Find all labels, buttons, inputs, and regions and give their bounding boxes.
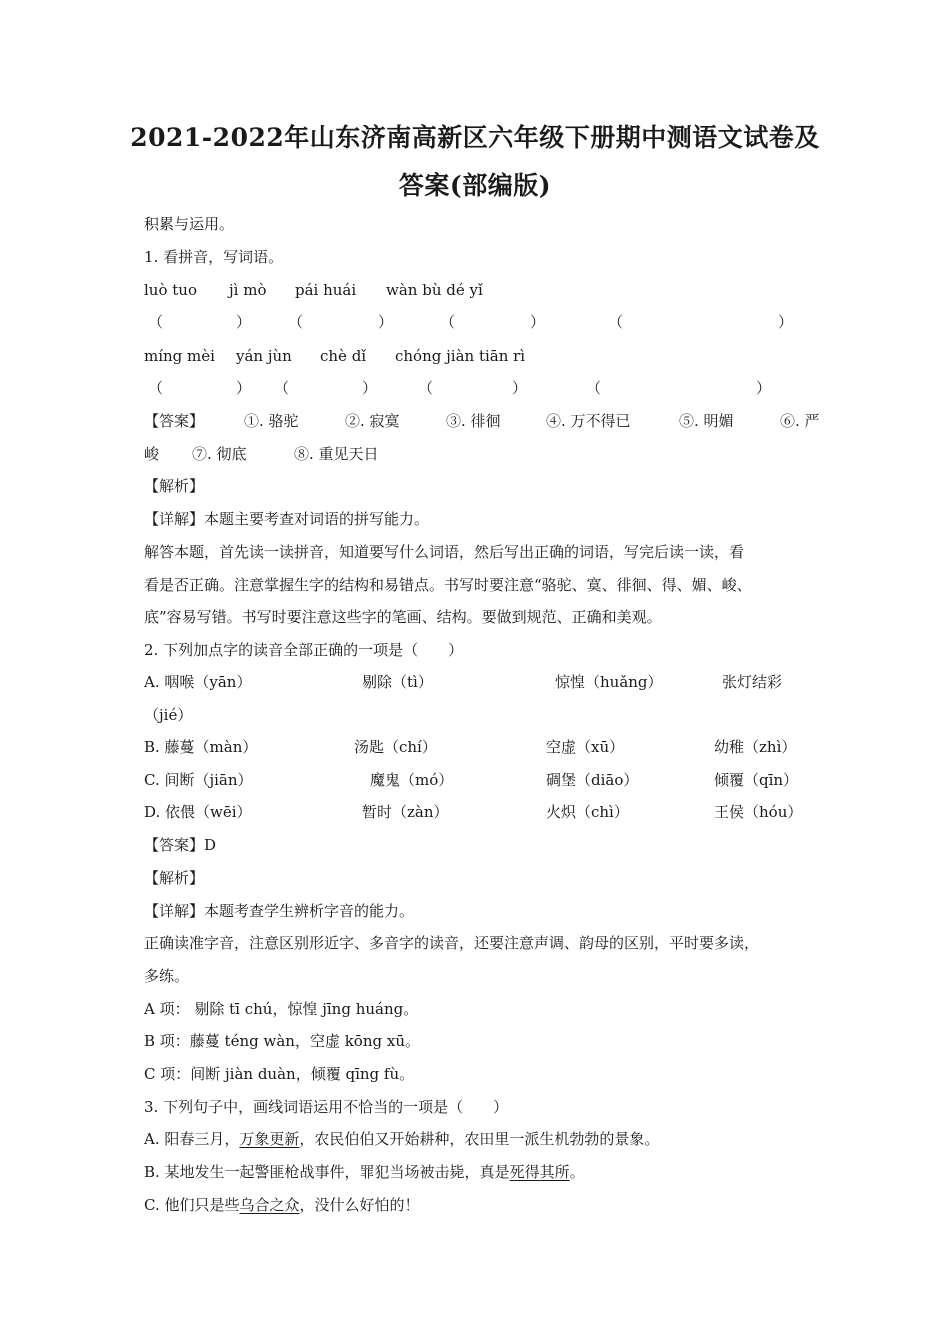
q3-option-c: C. 他们只是些乌合之众，没什么好怕的！ bbox=[144, 1196, 420, 1214]
note-line: B 项：藤蔓 téng wàn，空虚 kōng xū。 bbox=[144, 1032, 420, 1050]
option-a: 惊惶（huǎng） bbox=[555, 673, 663, 691]
option-b: 汤匙（chí） bbox=[354, 738, 437, 756]
option-d: 火炽（chì） bbox=[546, 803, 629, 821]
answer-item: ①. 骆驼 bbox=[244, 412, 299, 430]
answer-bracket-close: ） bbox=[378, 313, 394, 331]
note-line: C 项：间断 jiàn duàn，倾覆 qīng fù。 bbox=[144, 1065, 415, 1083]
underlined-phrase: 万象更新 bbox=[239, 1130, 300, 1148]
answer-item: ②. 寂寞 bbox=[345, 412, 400, 430]
option-c: 倾覆（qīn） bbox=[714, 771, 799, 789]
option-a: （jié） bbox=[144, 706, 193, 724]
explain-line: 正确读准字音，注意区别形近字、多音字的读音，还要注意声调、韵母的区别，平时要多读， bbox=[144, 934, 760, 952]
explain-line: 看是否正确。注意掌握生字的结构和易错点。书写时要注意“骆驼、寞、徘徊、得、媚、峻、 bbox=[144, 576, 752, 594]
answer-bracket-close: ） bbox=[756, 379, 772, 397]
option-b: 幼稚（zhì） bbox=[714, 738, 797, 756]
q1-pinyin: jì mò bbox=[229, 281, 267, 299]
answer-bracket-open: （ bbox=[274, 379, 290, 397]
explain-line: 底”容易写错。书写时要注意这些字的笔画、结构。要做到规范、正确和美观。 bbox=[144, 608, 662, 626]
q1-pinyin: yán jùn bbox=[236, 347, 292, 365]
answer-bracket-open: （ bbox=[418, 379, 434, 397]
q2-stem: 2. 下列加点字的读音全部正确的一项是（ ） bbox=[144, 641, 464, 659]
answer-label: 【答案】 bbox=[144, 412, 205, 430]
section-heading: 积累与运用。 bbox=[144, 215, 235, 233]
option-b: B. 藤蔓（màn） bbox=[144, 738, 258, 756]
analysis-label: 【解析】 bbox=[144, 477, 205, 495]
option-a: A. 咽喉（yān） bbox=[144, 673, 252, 691]
answer-bracket-close: ） bbox=[236, 313, 252, 331]
detail-text: 【详解】本题主要考查对词语的拼写能力。 bbox=[144, 510, 430, 528]
option-d: 王侯（hóu） bbox=[714, 803, 803, 821]
answer-bracket-close: ） bbox=[778, 313, 794, 331]
option-d: 暂时（zàn） bbox=[362, 803, 449, 821]
answer-item: ⑥. 严 bbox=[780, 412, 820, 430]
option-a: 张灯结彩 bbox=[722, 673, 783, 691]
q3-option-b: B. 某地发生一起警匪枪战事件，罪犯当场被击毙，真是死得其所。 bbox=[144, 1163, 585, 1181]
explain-line: 多练。 bbox=[144, 967, 190, 985]
q1-pinyin: luò tuo bbox=[144, 281, 197, 299]
answer-bracket-close: ） bbox=[236, 379, 252, 397]
answer-item: ⑤. 明媚 bbox=[679, 412, 734, 430]
q1-pinyin: míng mèi bbox=[144, 347, 215, 365]
option-a: 剔除（tì） bbox=[362, 673, 433, 691]
answer-bracket-open: （ bbox=[586, 379, 602, 397]
answer-item: 峻 bbox=[144, 445, 160, 463]
q1-pinyin: wàn bù dé yǐ bbox=[386, 281, 483, 299]
underlined-phrase: 乌合之众 bbox=[239, 1196, 300, 1214]
q3-option-a: A. 阳春三月，万象更新，农民伯伯又开始耕种，农田里一派生机勃勃的景象。 bbox=[144, 1130, 660, 1148]
answer-item: ⑦. 彻底 bbox=[192, 445, 247, 463]
answer-bracket-open: （ bbox=[608, 313, 624, 331]
answer-bracket-close: ） bbox=[362, 379, 378, 397]
underlined-phrase: 死得其所 bbox=[509, 1163, 570, 1181]
answer-bracket-open: （ bbox=[148, 379, 164, 397]
answer-bracket-close: ） bbox=[512, 379, 528, 397]
option-c: 碉堡（diāo） bbox=[546, 771, 639, 789]
q1-pinyin: chè dǐ bbox=[320, 347, 367, 365]
q1-stem: 1. 看拼音，写词语。 bbox=[144, 248, 284, 266]
answer-bracket-open: （ bbox=[288, 313, 304, 331]
q3-stem: 3. 下列句子中，画线词语运用不恰当的一项是（ ） bbox=[144, 1098, 509, 1116]
title-line-1: 2021-2022年山东济南高新区六年级下册期中测语文试卷及 bbox=[130, 123, 820, 152]
answer-item: ④. 万不得已 bbox=[546, 412, 631, 430]
detail-text: 【详解】本题考查学生辨析字音的能力。 bbox=[144, 902, 415, 920]
answer-item: ③. 徘徊 bbox=[446, 412, 501, 430]
title-line-2: 答案(部编版) bbox=[398, 171, 552, 200]
answer-bracket-open: （ bbox=[148, 313, 164, 331]
answer-text: 【答案】D bbox=[144, 836, 217, 854]
analysis-label: 【解析】 bbox=[144, 869, 205, 887]
answer-item: ⑧. 重见天日 bbox=[294, 445, 379, 463]
answer-bracket-open: （ bbox=[440, 313, 456, 331]
option-c: C. 间断（jiān） bbox=[144, 771, 253, 789]
note-line: A 项： 剔除 tī chú，惊惶 jīng huáng。 bbox=[144, 1000, 419, 1018]
explain-line: 解答本题，首先读一读拼音，知道要写什么词语，然后写出正确的词语，写完后读一读，看 bbox=[144, 543, 745, 561]
option-d: D. 依偎（wēi） bbox=[144, 803, 252, 821]
option-b: 空虚（xū） bbox=[546, 738, 625, 756]
q1-pinyin: chóng jiàn tiān rì bbox=[395, 347, 526, 365]
answer-bracket-close: ） bbox=[530, 313, 546, 331]
q1-pinyin: pái huái bbox=[295, 281, 357, 299]
option-c: 魔鬼（mó） bbox=[370, 771, 454, 789]
